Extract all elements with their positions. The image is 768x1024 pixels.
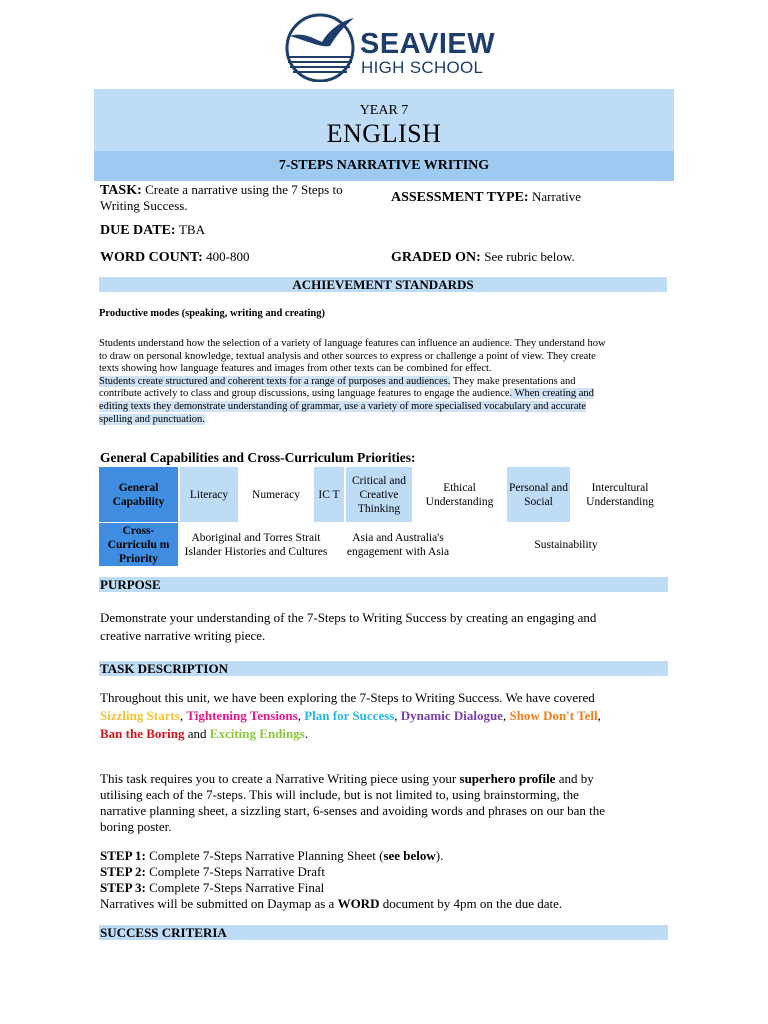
assessment-type-label: ASSESSMENT TYPE: — [391, 190, 529, 205]
capability-literacy: Literacy — [180, 467, 238, 522]
intro-line: Throughout this unit, we have been exploring the 7-Steps to Writing Success. We have covered — [100, 690, 595, 705]
step-1-close: ). — [435, 848, 444, 863]
seven-steps-list: Sizzling Starts, Tightening Tensions, Plan for Success, Dynamic Dialogue, Show Don't Tell, — [100, 708, 601, 723]
priority-asia-engagement: Asia and Australia's engagement with Asia — [346, 531, 450, 558]
step-plan-for-success: Plan for Success — [304, 708, 395, 723]
achievement-line — [99, 388, 669, 401]
requirements-line: utilising each of the 7-steps. This will include, but is not limited to, using brainstorming, the — [100, 787, 579, 802]
highlighted-text: spelling and punctuation. — [99, 413, 205, 425]
task-label: TASK: — [100, 183, 142, 198]
submission-text: Narratives will be submitted on Daymap as a — [100, 896, 338, 911]
year-level: YEAR 7 — [359, 103, 409, 118]
logo-school-name: SEAVIEW — [360, 28, 496, 60]
step-1-text: Complete 7-Steps Narrative Planning Sheet ( — [145, 848, 384, 863]
requirements-line — [100, 771, 670, 787]
purpose-line: Demonstrate your understanding of the 7-Steps to Writing Success by creating an engaging and — [100, 610, 597, 625]
task-requirements-paragraph — [100, 771, 670, 835]
purpose-heading: PURPOSE — [99, 577, 668, 592]
productive-modes-heading: Productive modes (speaking, writing and creating) — [99, 308, 325, 319]
due-date-value: TBA — [178, 222, 205, 237]
assessment-type-value: Narrative — [531, 189, 582, 204]
step-2-text: Complete 7-Steps Narrative Draft — [145, 864, 325, 879]
step-exciting-endings: Exciting Endings — [209, 726, 305, 741]
achievement-line: texts showing how language features and images from other texts can be combined for effect. — [99, 363, 492, 375]
step-2-label: STEP 2: — [100, 864, 146, 879]
step-3 — [100, 880, 670, 896]
requirements-line: narrative planning sheet, a sizzling start, 6-senses and avoiding words and phrases on our ban the — [100, 803, 606, 818]
requirements-line: boring poster. — [100, 819, 172, 834]
requirements-text: This task requires you to create a Narrative Writing piece using your — [100, 771, 460, 786]
purpose-line: creative narrative writing piece. — [100, 628, 266, 643]
achievement-line — [99, 376, 669, 389]
achievement-paragraph — [99, 338, 669, 426]
step-1-label: STEP 1: — [100, 848, 146, 863]
task-value-line1: Create a narrative using the 7 Steps to — [145, 182, 343, 197]
step-ban-the-boring: Ban the Boring — [100, 726, 185, 741]
due-date-info — [100, 222, 205, 238]
success-criteria-heading: SUCCESS CRITERIA — [99, 925, 668, 940]
word-count-info — [100, 249, 250, 265]
seagull-emblem-icon — [282, 12, 362, 82]
step-tightening-tensions: Tightening Tensions — [186, 708, 298, 723]
steps-list — [100, 848, 670, 912]
word-document-text: WORD — [337, 896, 380, 911]
achievement-line: to draw on personal knowledge, textual analysis and other sources to express or challenge a point of view. They create — [99, 350, 596, 362]
logo-school-subtitle: HIGH SCHOOL — [361, 58, 484, 77]
capabilities-heading: General Capabilities and Cross-Curriculum Priorities: — [100, 450, 416, 465]
purpose-text — [100, 609, 670, 645]
achievement-standards-heading: ACHIEVEMENT STANDARDS — [99, 277, 667, 292]
step-1 — [100, 848, 670, 864]
task-description-heading: TASK DESCRIPTION — [99, 661, 668, 676]
step-2 — [100, 864, 670, 880]
step-3-label: STEP 3: — [100, 880, 146, 895]
step-dynamic-dialogue: Dynamic Dialogue — [400, 708, 503, 723]
assessment-title: 7-STEPS NARRATIVE WRITING — [94, 151, 674, 181]
and-text: and — [187, 726, 207, 741]
capability-personal-social: Personal and Social — [507, 467, 570, 522]
achievement-line — [99, 414, 669, 427]
priority-aboriginal-torres-strait: Aboriginal and Torres Strait Islander Histories and Cultures — [184, 531, 328, 558]
achievement-text: They make presentations and — [450, 375, 576, 387]
graded-on-value: See rubric below. — [484, 249, 575, 264]
assessment-type-info — [391, 189, 581, 205]
task-value-line2: Writing Success. — [100, 198, 188, 213]
capability-ethical-understanding: Ethical Understanding — [425, 481, 494, 508]
capability-critical-creative-thinking: Critical and Creative Thinking — [346, 467, 412, 522]
submission-text: document by 4pm on the due date. — [379, 896, 563, 911]
superhero-profile-text: superhero profile — [459, 771, 556, 786]
task-info — [100, 182, 380, 213]
cross-curriculum-priority-header: Cross-Curriculu m Priority — [99, 523, 178, 566]
capability-intercultural-understanding: Intercultural Understanding — [586, 481, 654, 508]
capability-ict: IC T — [314, 467, 344, 522]
word-count-label: WORD COUNT: — [100, 250, 203, 265]
step-sizzling-starts: Sizzling Starts — [100, 708, 180, 723]
priority-sustainability: Sustainability — [534, 538, 598, 551]
capability-numeracy: Numeracy — [252, 488, 300, 501]
header-banner — [94, 89, 674, 151]
highlighted-text: editing texts they demonstrate understanding of grammar, use a variety of more specialised vocabulary and accurate — [99, 400, 587, 412]
achievement-line: Students understand how the selection of a variety of language features can influence an audience. They understand how — [99, 338, 606, 349]
school-logo — [282, 12, 502, 82]
seven-steps-list-continued: Ban the Boring and Exciting Endings. — [100, 726, 309, 741]
graded-on-info — [391, 249, 575, 265]
highlighted-text: . When creating and — [509, 388, 594, 400]
see-below-text: see below — [383, 848, 436, 863]
general-capability-header: General Capability — [99, 467, 178, 522]
step-show-dont-tell: Show Don't Tell — [509, 708, 598, 723]
task-description-intro — [100, 689, 670, 743]
achievement-line — [99, 401, 669, 414]
due-date-label: DUE DATE: — [100, 223, 176, 238]
requirements-text: and by — [555, 771, 594, 786]
word-count-value: 400-800 — [206, 249, 250, 264]
highlighted-text: Students create structured and coherent texts for a range of purposes and audiences. — [99, 375, 451, 387]
step-3-text: Complete 7-Steps Narrative Final — [145, 880, 325, 895]
graded-on-label: GRADED ON: — [391, 250, 481, 265]
achievement-text: contribute actively to class and group discussions, using language features to engage the audience — [99, 388, 510, 400]
subject-title: ENGLISH — [326, 119, 442, 148]
submission-note — [100, 896, 670, 912]
